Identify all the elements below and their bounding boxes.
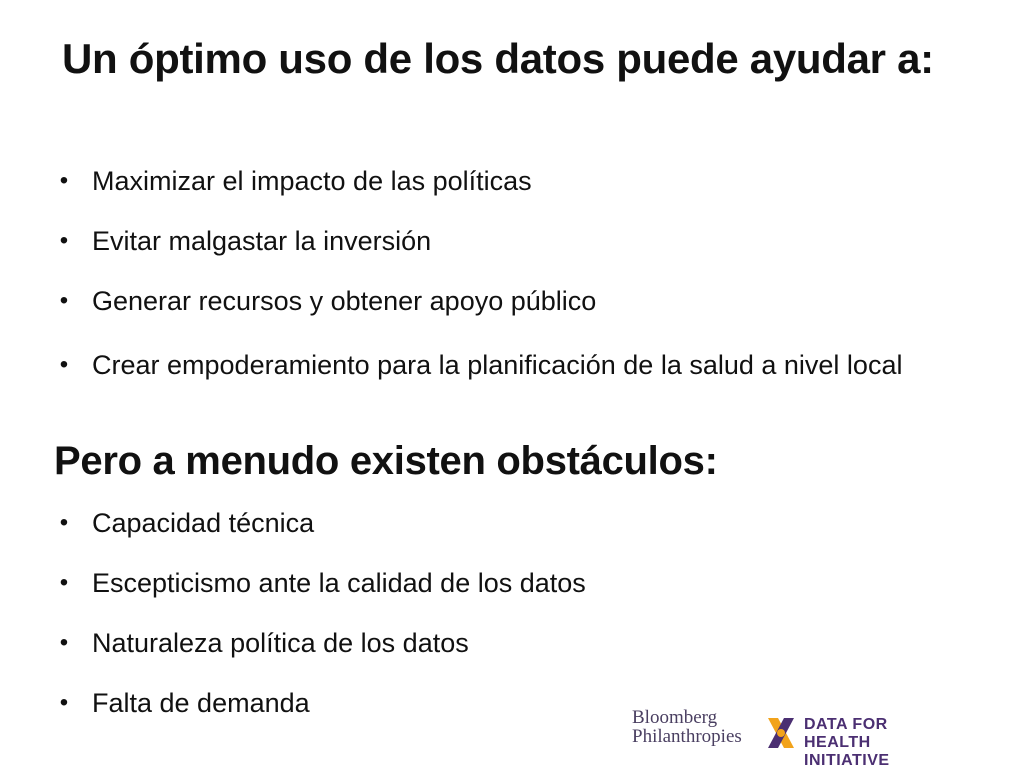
list-item-text: Crear empoderamiento para la planificación de la salud a nivel local (92, 350, 903, 380)
bullet-icon: • (59, 351, 69, 378)
bullet-icon: • (59, 629, 69, 656)
list-item-text: Naturaleza política de los datos (92, 628, 469, 658)
list-item (54, 163, 954, 199)
footer-logos (632, 707, 952, 769)
list-item-text: Capacidad técnica (92, 508, 315, 538)
list-item (54, 283, 954, 319)
list-item (54, 343, 954, 387)
benefits-list (54, 163, 954, 387)
bullet-icon: • (59, 287, 69, 314)
x-center-dot (777, 729, 785, 737)
list-item-text: Falta de demanda (92, 688, 310, 718)
bullet-icon: • (59, 569, 69, 596)
obstacles-heading: Pero a menudo existen obstáculos: (54, 439, 718, 483)
d4h-logo-line1: DATA FOR (804, 716, 888, 733)
bullet-icon: • (59, 689, 69, 716)
bloomberg-logo-line2: Philanthropies (632, 726, 742, 747)
bloomberg-logo-line1: Bloomberg (632, 707, 718, 728)
list-item-text: Generar recursos y obtener apoyo público (92, 286, 597, 316)
bullet-icon: • (59, 167, 69, 194)
list-item (54, 223, 954, 259)
orange-purple-x-icon (764, 714, 798, 752)
list-item (54, 505, 954, 541)
bullet-icon: • (59, 227, 69, 254)
d4h-logo-line2: HEALTH INITIATIVE (804, 734, 890, 769)
bullet-icon: • (59, 509, 69, 536)
list-item (54, 565, 954, 601)
bloomberg-philanthropies-logo (632, 708, 742, 746)
list-item (54, 625, 954, 661)
list-item-text: Evitar malgastar la inversión (92, 226, 432, 256)
slide-title: Un óptimo uso de los datos puede ayudar a: (62, 35, 934, 82)
data-for-health-logo (804, 716, 952, 770)
list-item-text: Escepticismo ante la calidad de los datos (92, 568, 586, 598)
list-item-text: Maximizar el impacto de las políticas (92, 166, 532, 196)
